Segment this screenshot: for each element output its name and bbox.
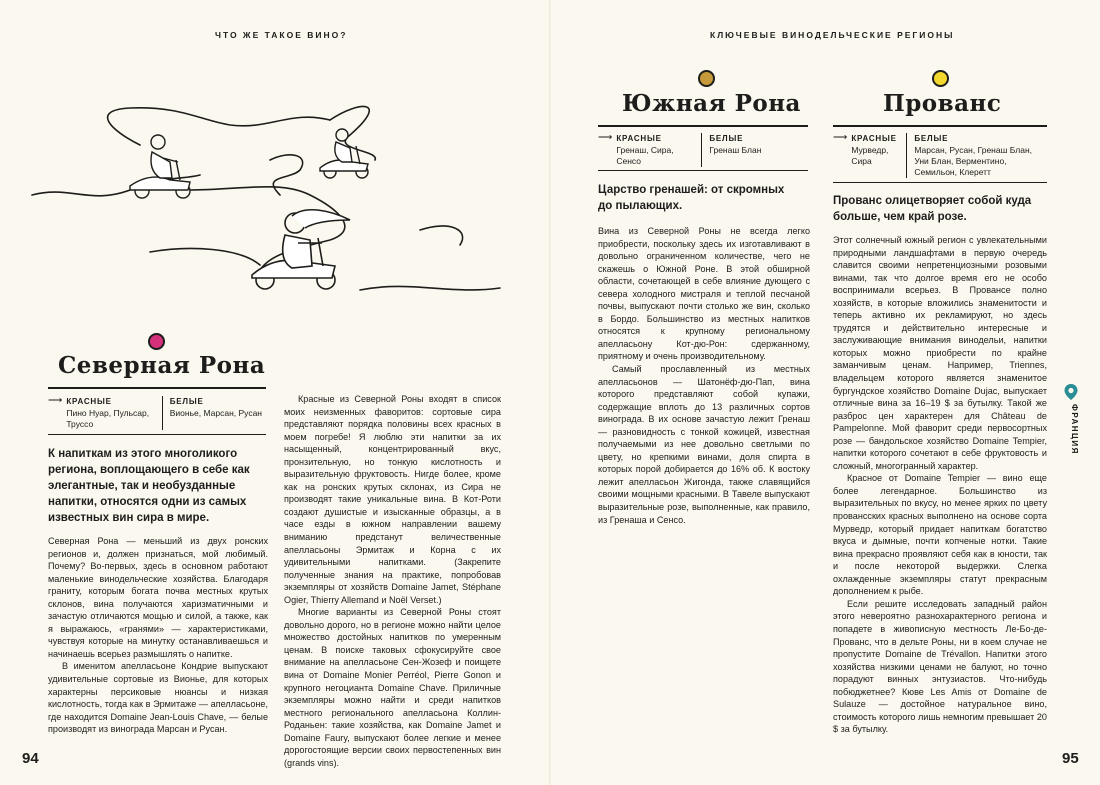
south-rhone-lead: Царство гренашей: от скромных до пылающих.	[598, 184, 785, 212]
arrow-icon: ⟶	[598, 132, 613, 143]
body-paragraph: Многие варианты из Северной Роны стоят довольно дорого, но в регионе можно найти целое множество достойных напитков по умеренным ценам. В поиске таковых сфокусируйте свое внимание на апелласьоне Сен-Жозеф и поищете вина от Domaine Monier Perréol, Pierre Gonon и крупного негоцианта Domaine Chave. Приличные экземпляры можно найти и среди напитков местного регионального апелласьона Коллин-Роданьен: такие хозяйства, как Domaine Jamet и Domaine Faury, выпускают более легкие и менее дорогостоящие версии своих первостепенных вин (grands vins).	[284, 607, 501, 768]
running-head-left: ЧТО ЖЕ ТАКОЕ ВИНО?	[215, 30, 348, 40]
map-pin-icon	[1063, 383, 1079, 401]
body-paragraph: Вина из Северной Роны не всегда легко приобрести, поскольку здесь их изготавливают в довольно ограниченном количестве, чего не скажешь о Южной Роне. В этой обширной области, сочетающей в себе влияние дующего с севера холодного мистраля и теплой песчаной почвы, выпускают почти столько же вин, сколько в Бордо. Большинство из местных напитков относятся к крупному региональному апелласьону Кот-дю-Рон: сдержанному, приятному и очень производительному.	[598, 226, 810, 362]
body-paragraph: Красное от Domaine Tempier — вино еще более легендарное. Большинство из выразительных по вкусу, но менее ярких по цвету провансских красных выполнено на основе сорта Мурведр, который придает напиткам богатство вкуса и дымные, почти копченые нотки. Такие вина прекрасно проявляют себя как в юности, так и после некоторой выдержки. Слегка охлажденные экземпляры статут прекрасным дополнением к рыбе.	[833, 473, 1047, 597]
north-rhone-column-1	[48, 535, 268, 736]
scooter-rider-2	[320, 129, 368, 178]
grapes-separator	[906, 133, 907, 178]
road-squiggle-7	[360, 286, 500, 290]
page-number-left: 94	[22, 750, 39, 767]
reds-label: КРАСНЫЕ	[851, 134, 897, 143]
grapes-separator	[162, 396, 163, 430]
running-head-right: КЛЮЧЕВЫЕ ВИНОДЕЛЬЧЕСКИЕ РЕГИОНЫ	[710, 30, 955, 40]
north-rhone-column-2	[284, 393, 501, 769]
country-tab-label: ФРАНЦИЯ	[1070, 404, 1079, 455]
south-rhone-reds	[616, 133, 694, 167]
arrow-icon: ⟶	[48, 395, 63, 406]
whites-value: Гренаш Блан	[709, 145, 762, 155]
reds-label: КРАСНЫЕ	[616, 134, 662, 143]
body-paragraph: Северная Рона — меньший из двух ронских регионов и, должен признаться, мой любимый. Почему? Во-первых, здесь в основном работают маленькие винодельческие хозяйства. Благодаря граниту, которым богата почва местных крутых склонов, вина получаются харизматичными и зачастую отличаются мощью и силой, а также, как я выражаюсь, «гранями» — характеристиками, чувствуя которые на минутку останавливаешься и начинаешь всерьез размышлять о напитке.	[48, 536, 268, 659]
north-rhone-title: Северная Рона	[58, 352, 266, 379]
road-squiggle-4	[270, 155, 303, 195]
provence-title: Прованс	[883, 90, 1002, 117]
north-rhone-color-dot	[148, 333, 165, 350]
south-rhone-color-dot	[698, 70, 715, 87]
whites-value: Вионье, Марсан, Русан	[169, 408, 262, 418]
provence-reds	[851, 133, 899, 178]
south-rhone-grapes	[598, 133, 810, 167]
south-rhone-title-rule	[598, 125, 808, 127]
north-rhone-reds	[66, 396, 154, 430]
north-rhone-grapes-rule	[48, 434, 266, 435]
whites-label: БЕЛЫЕ	[169, 397, 204, 406]
whites-label: БЕЛЫЕ	[914, 134, 949, 143]
right-page	[550, 0, 1100, 785]
south-rhone-grapes-rule	[598, 170, 808, 171]
body-paragraph: В именитом апелласьоне Кондрие выпускают удивительные сортовые из Вионье, для которых характерны персиковые нюансы и низкая кислотность, тогда как в Эрмитаже — апелласьоне, где находится Domaine Jean-Louis Chave, — белые производят из винограда Марсан и Русан.	[48, 661, 268, 735]
provence-title-rule	[833, 125, 1047, 127]
grapes-separator	[701, 133, 702, 167]
provence-body	[833, 234, 1047, 736]
south-rhone-body	[598, 225, 810, 526]
south-rhone-whites	[709, 133, 805, 167]
provence-color-dot	[932, 70, 949, 87]
reds-label: КРАСНЫЕ	[66, 397, 112, 406]
north-rhone-whites	[170, 396, 268, 430]
north-rhone-lead: К напиткам из этого многоликого региона, воплощающего в себе как элегантные, так и необузданные напитки, относятся одни из самых известных вин сира в мире.	[48, 448, 250, 524]
scooter-rider-3	[252, 210, 350, 289]
road-squiggle-8	[420, 226, 463, 245]
page-number-right: 95	[1062, 750, 1079, 767]
body-paragraph: Красные из Северной Роны входят в список моих неизменных фаворитов: сортовые сира представляют порядка половины всех красных в моем погребе! Я люблю эти напитки за их насыщенный, концентрированный вкус, пронзительную, но тонкую кислотность и выразительную фруктовость. Нигде более, кроме как на ронских крутых склонах, из Сира не производят такие уникальные вина. В Кот-Роти создают душистые и изысканные образцы, а в часе езды в южном направлении вашему вниманию предстанут величественные апелласьоны Эрмитаж и Корна с их удивительными напитками. (Закрепите полученные знания на практике, попробовав экземпляры от хозяйств Domaine Jamet, Stéphane Ogier, Thierry Allemand и Noël Verset.)	[284, 394, 501, 605]
provence-whites	[914, 133, 1044, 178]
north-rhone-grapes	[48, 396, 268, 430]
whites-value: Марсан, Русан, Гренаш Блан, Уни Блан, Верментино, Семильон, Клеретт	[914, 145, 1032, 177]
arrow-icon: ⟶	[833, 132, 848, 143]
reds-value: Мурведр, Сира	[851, 145, 889, 166]
body-paragraph: Этот солнечный южный регион с увлекательными природными ландшафтами в первую очередь славится своими непретенциозными розовыми винами, так что долгое время его не особо воспринимали всерьез. В Провансе полно хозяйств, в которые вложились знаменитости и теперь активно их рекламируют, но здесь трудятся и действительно интересные и заслуживающие внимания винодельи, напитки которых можно приобрести по крайне заманчивым ценам. Например, Triennes, владельцем которого является знаменитое бургундское хозяйство Domaine Dujac, выпускает отличные вина за 16–19 $ за бутылку. Такой же разброс цен характерен для Château de Pampelonne. Мой фаворит среди первосортных розе — бандольское хозяйство Domaine Tempier, напитки которого сочетают в себе фруктовость и сложный, многогранный характер.	[833, 235, 1047, 471]
body-paragraph: Если решите исследовать западный район этого невероятно разнохарактерного региона и попадете в живописную местность Ле-Бо-де-Прованс, что в дельте Роны, ни в коем случае не пропустите Domaine de Trévallon. Напитки этого хозяйства низкими ценами не балуют, но точно порадуют винных энтузиастов. Что-нибудь побюджетнее? Кюве Les Amis от Domaine de Sulauze — достойное натуральное вино, стоимость которого лишь немногим превышает 20 $ за бутылку.	[833, 598, 1047, 735]
provence-lead: Прованс олицетворяет собой куда больше, чем край розе.	[833, 195, 1032, 223]
scooter-riders-illustration	[30, 80, 520, 310]
road-squiggle-2	[108, 108, 330, 145]
reds-value: Гренаш, Сира, Сенсо	[616, 145, 674, 166]
road-squiggle-6	[150, 248, 260, 265]
provence-grapes-rule	[833, 182, 1047, 183]
reds-value: Пино Нуар, Пульсар, Труссо	[66, 408, 150, 429]
provence-grapes	[833, 133, 1049, 178]
whites-label: БЕЛЫЕ	[709, 134, 744, 143]
north-rhone-title-rule	[48, 387, 266, 389]
body-paragraph: Самый прославленный из местных апелласьонов — Шатонёф-дю-Пап, вина которого представляют собой купажи, содержащие вплоть до 13 различных сортов винограда. В их основе зачастую лежит Гренаш — разновидность с тонкой кожицей, известная получаемыми из нее довольно светлыми по цвету, но крепкими винами, доля спирта в которых порой добирается до 16% об. К востоку лежит апелласьон Жигонда, также славящийся своими мощными красными. В Тавеле выпускают выразительные розе, выполненные, как правило, из Гренаша и Сенсо.	[598, 364, 810, 525]
south-rhone-title: Южная Рона	[622, 90, 801, 117]
